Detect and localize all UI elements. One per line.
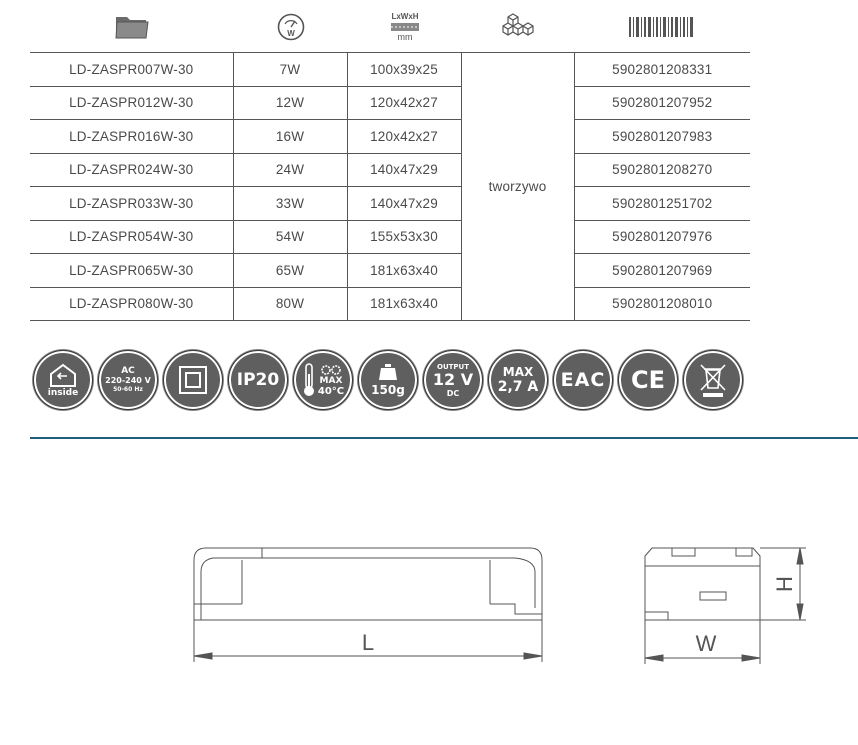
model-cell: LD-ZASPR065W-30 [30,254,233,288]
power-cell: 16W [233,120,347,154]
height-label: H [772,576,797,592]
frequency-label: 50-60 Hz [113,386,143,393]
eac-label: EAC [560,369,606,391]
model-cell: LD-ZASPR054W-30 [30,220,233,254]
temperature-label: 40°C [317,385,345,397]
ean-cell: 5902801208270 [574,153,750,187]
power-cell: 33W [233,187,347,221]
ean-cell: 5902801207969 [574,254,750,288]
model-cell: LD-ZASPR033W-30 [30,187,233,221]
material-cell: tworzywo [461,53,574,321]
dims-cell: 120x42x27 [347,86,461,120]
dims-cell: 140x47x29 [347,153,461,187]
model-cell: LD-ZASPR016W-30 [30,120,233,154]
dc-label: DC [446,388,460,398]
ean-cell: 5902801207983 [574,120,750,154]
ip-label: IP20 [236,370,280,390]
dimensions-label-bottom: mm [397,32,413,42]
dims-cell: 120x42x27 [347,120,461,154]
dims-cell: 100x39x25 [347,53,461,87]
width-label: W [695,631,717,656]
inside-label: inside [47,388,79,398]
output-voltage-label: 12 V [432,369,474,389]
dimensions-label-top: LxWxH [391,12,419,21]
max-current-label: MAX [502,365,534,379]
length-label: L [361,630,375,655]
svg-text:W: W [287,29,295,38]
power-cell: 65W [233,254,347,288]
output-label: OUTPUT [437,362,469,371]
voltage-label: 220-240 V [105,376,151,385]
power-cell: 7W [233,53,347,87]
power-cell: 80W [233,287,347,321]
power-cell: 24W [233,153,347,187]
model-cell: LD-ZASPR007W-30 [30,53,233,87]
ean-cell: 5902801251702 [574,187,750,221]
dims-cell: 140x47x29 [347,187,461,221]
power-cell: 54W [233,220,347,254]
ean-cell: 5902801208331 [574,53,750,87]
current-label: 2,7 A [497,379,539,395]
dims-cell: 181x63x40 [347,287,461,321]
ce-label: CE [630,366,665,394]
ac-label: AC [121,366,135,376]
ean-cell: 5902801207952 [574,86,750,120]
model-cell: LD-ZASPR024W-30 [30,153,233,187]
model-cell: LD-ZASPR012W-30 [30,86,233,120]
ean-cell: 5902801208010 [574,287,750,321]
ean-cell: 5902801207976 [574,220,750,254]
power-cell: 12W [233,86,347,120]
max-label: MAX [319,375,343,386]
dims-cell: 155x53x30 [347,220,461,254]
weight-label: 150g [371,383,405,397]
dims-cell: 181x63x40 [347,254,461,288]
model-cell: LD-ZASPR080W-30 [30,287,233,321]
